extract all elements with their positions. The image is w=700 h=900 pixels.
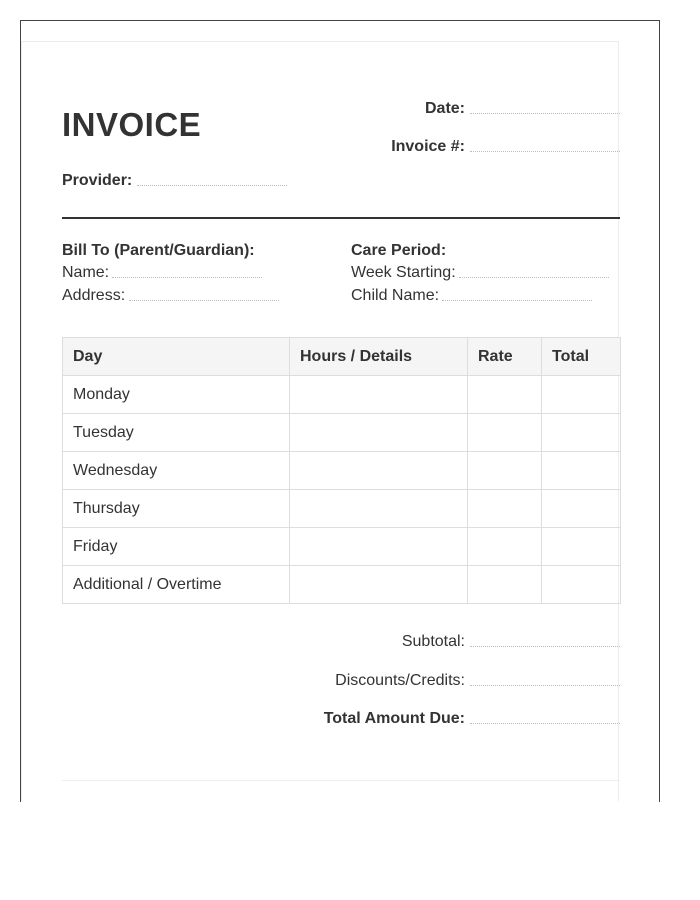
column-header-day: Day [63, 338, 290, 376]
hours-table [62, 337, 621, 604]
name-field[interactable] [112, 277, 262, 278]
column-header-total: Total [542, 338, 621, 376]
day-cell: Additional / Overtime [63, 566, 290, 604]
header-divider [62, 217, 620, 219]
column-header-rate: Rate [468, 338, 542, 376]
invoice-number-label: Invoice #: [391, 138, 465, 155]
rate-cell[interactable] [468, 490, 542, 528]
total-due-field[interactable] [470, 723, 620, 724]
table-header-row [63, 338, 621, 376]
address-field[interactable] [129, 300, 279, 301]
subtotal-field[interactable] [470, 646, 620, 647]
total-cell[interactable] [542, 566, 621, 604]
hours-cell[interactable] [290, 376, 468, 414]
total-cell[interactable] [542, 452, 621, 490]
subtotal-label: Subtotal: [401, 633, 465, 650]
day-cell: Tuesday [63, 414, 290, 452]
discounts-label: Discounts/Credits: [335, 672, 465, 689]
table-row [63, 528, 621, 566]
table-row [63, 452, 621, 490]
address-label: Address: [62, 287, 126, 304]
rate-cell[interactable] [468, 566, 542, 604]
day-cell: Friday [63, 528, 290, 566]
rate-cell[interactable] [468, 376, 542, 414]
bill-to-heading: Bill To (Parent/Guardian): [62, 242, 255, 259]
hours-cell[interactable] [290, 566, 468, 604]
table-row [63, 566, 621, 604]
child-name-field[interactable] [442, 300, 592, 301]
invoice-title: INVOICE [62, 106, 202, 143]
date-field[interactable] [470, 113, 620, 114]
total-cell[interactable] [542, 414, 621, 452]
table-row [63, 490, 621, 528]
total-cell[interactable] [542, 528, 621, 566]
total-due-label: Total Amount Due: [323, 710, 465, 727]
hours-cell[interactable] [290, 490, 468, 528]
week-starting-label: Week Starting: [351, 264, 456, 281]
rate-cell[interactable] [468, 528, 542, 566]
total-cell[interactable] [542, 490, 621, 528]
hours-cell[interactable] [290, 452, 468, 490]
day-cell: Wednesday [63, 452, 290, 490]
provider-label: Provider: [62, 172, 133, 189]
date-label: Date: [424, 100, 465, 117]
invoice-number-field[interactable] [470, 151, 620, 152]
discounts-field[interactable] [470, 685, 620, 686]
care-period-heading: Care Period: [351, 242, 447, 259]
total-cell[interactable] [542, 376, 621, 414]
hours-cell[interactable] [290, 528, 468, 566]
name-label: Name: [62, 264, 110, 281]
hours-cell[interactable] [290, 414, 468, 452]
provider-field[interactable] [137, 185, 287, 186]
rate-cell[interactable] [468, 452, 542, 490]
child-name-label: Child Name: [351, 287, 440, 304]
footer-divider [62, 780, 620, 781]
day-cell: Thursday [63, 490, 290, 528]
table-row [63, 414, 621, 452]
day-cell: Monday [63, 376, 290, 414]
rate-cell[interactable] [468, 414, 542, 452]
column-header-hours: Hours / Details [290, 338, 468, 376]
table-row [63, 376, 621, 414]
week-starting-field[interactable] [459, 277, 609, 278]
